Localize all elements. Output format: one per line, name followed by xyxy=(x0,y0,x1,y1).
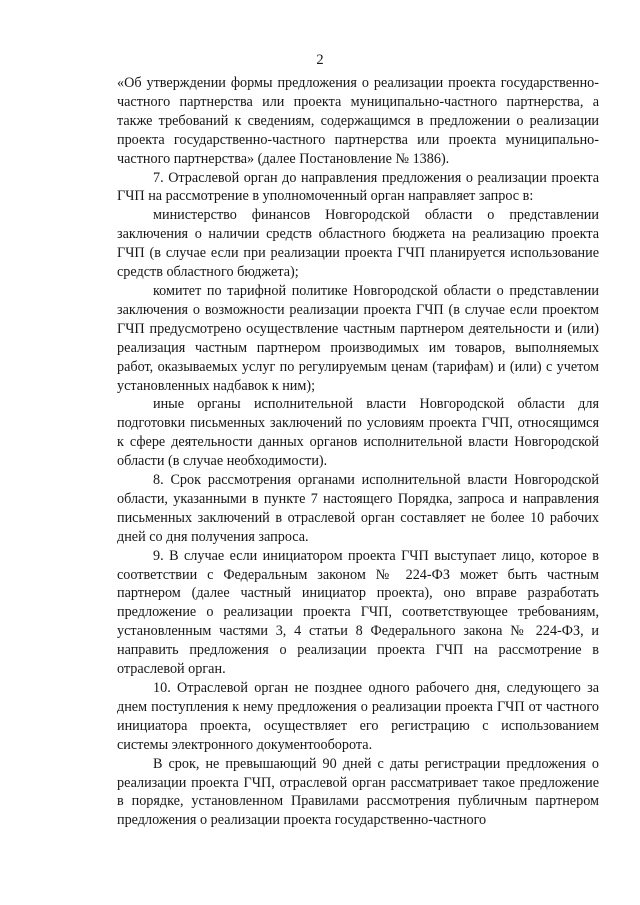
paragraph-item-7-ministry-finance: министерство финансов Новгородской области о представлении заключения о наличии средств областного бюджета на реализацию проекта ГЧП (в случае если при реализации проекта ГЧП планируется использование средств областного бюджета); xyxy=(117,207,599,281)
document-body xyxy=(117,74,599,830)
paragraph-review-term: В срок, не превышающий 90 дней с даты регистрации предложения о реализации проекта ГЧП, отраслевой орган рассматривает такое предложение в порядке, установленном Правилами рассмотрения публичным партнером предложения о реализации проекта государственно-частного xyxy=(117,755,599,829)
paragraph-item-7-tariff-committee: комитет по тарифной политике Новгородской области о представлении заключения о возможности реализации проекта ГЧП (в случае если проектом ГЧП предусмотрено осуществление частным партнером деятельности и (или) реализация частным партнером производимых им товаров, выполняемых работ, оказываемых услуг по регулируемым ценам (тарифам) и (или) с учетом установленных надбавок к ним); xyxy=(117,282,599,394)
paragraph-item-7: 7. Отраслевой орган до направления предложения о реализации проекта ГЧП на рассмотрение в уполномоченный орган направляет запрос в: xyxy=(117,169,599,205)
paragraph-decree-title-continuation: «Об утверждении формы предложения о реализации проекта государственно-частного партнерства или проекта муниципально-частного партнерства, а также требований к сведениям, содержащимся в предложении о реализации проекта государственно-частного партнерства или проекта муниципально-частного партнерства» (далее Постановление № 1386). xyxy=(117,75,599,167)
paragraph-item-7-other-bodies: иные органы исполнительной власти Новгородской области для подготовки письменных заключений по условиям проекта ГЧП, относящимся к сфере деятельности данных органов исполнительной власти Новгородской области (в случае необходимости). xyxy=(117,396,599,470)
paragraph-item-8: 8. Срок рассмотрения органами исполнительной власти Новгородской области, указанными в пункте 7 настоящего Порядка, запроса и направления письменных заключений в отраслевой орган составляет не более 10 рабочих дней со дня получения запроса. xyxy=(117,472,599,545)
page-number: 2 xyxy=(316,52,324,68)
paragraph-item-9: 9. В случае если инициатором проекта ГЧП выступает лицо, которое в соответствии с Федеральным законом № 224-ФЗ может быть частным партнером (далее частный инициатор проекта), оно вправе разработать предложение о реализации проекта ГЧП, соответствующее требованиям, установленным частями 3, 4 статьи 8 Федерального закона № 224-ФЗ, и направить предложения о реализации проекта ГЧП на рассмотрение в отраслевой орган. xyxy=(117,547,599,678)
paragraph-item-10: 10. Отраслевой орган не позднее одного рабочего дня, следующего за днем поступления к нему предложения о реализации проекта ГЧП от частного инициатора проекта, осуществляет его регистрацию с использованием системы электронного документооборота. xyxy=(117,680,599,753)
